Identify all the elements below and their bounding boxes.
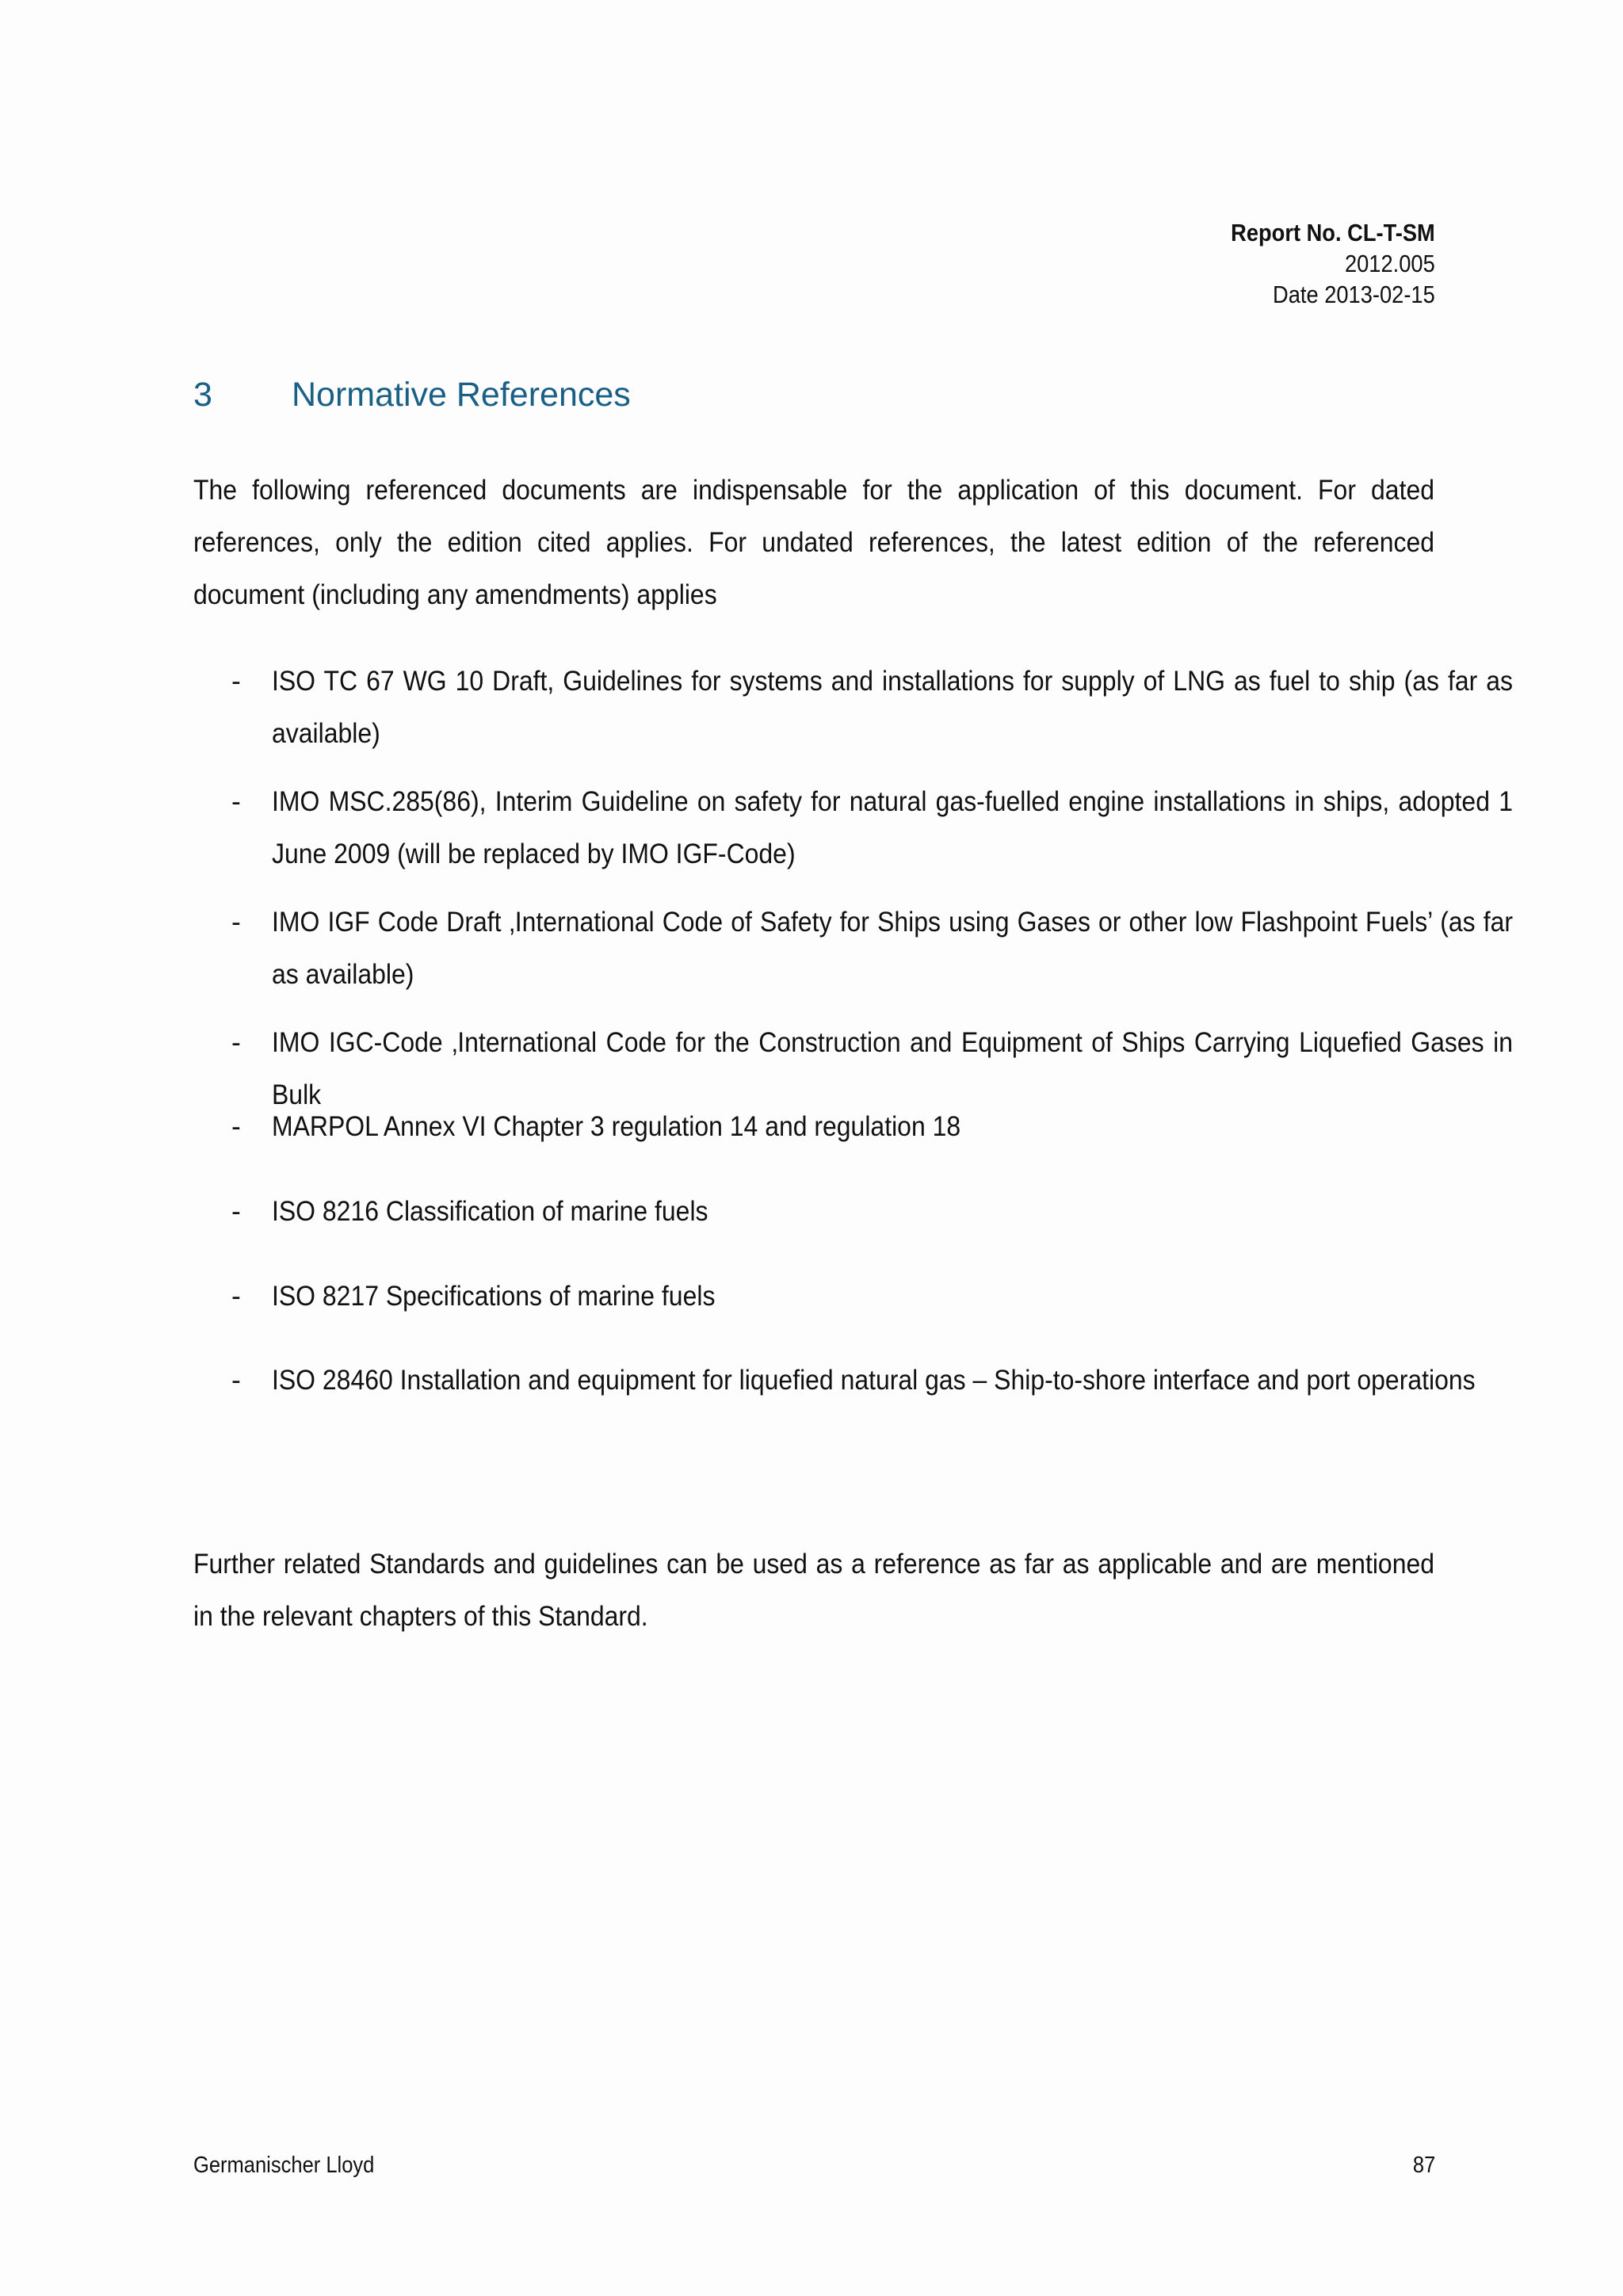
section-title: Normative References bbox=[292, 376, 631, 414]
report-number-value: 2012.005 bbox=[1345, 250, 1435, 277]
reference-text: ISO 8217 Specifications of marine fuels bbox=[272, 1280, 716, 1312]
report-number-label: Report No. CL-T-SM bbox=[1231, 219, 1435, 246]
list-dash: - bbox=[231, 906, 241, 938]
reference-text: MARPOL Annex VI Chapter 3 regulation 14 and regulation 18 bbox=[272, 1110, 961, 1142]
intro-paragraph: The following referenced documents are indispensable for the application of this document. For dated references, only the edition cited applies. For undated references, the latest edition of the referenced document (including any amendments) applies bbox=[193, 474, 1434, 610]
list-dash: - bbox=[231, 665, 241, 697]
reference-text: IMO IGC-Code ‚International Code for the Construction and Equipment of Ships Carrying Liquefied Gases in Bulk bbox=[272, 1026, 1513, 1110]
list-dash: - bbox=[231, 1026, 241, 1058]
reference-text: IMO MSC.285(86), Interim Guideline on safety for natural gas-fuelled engine installations in ships, adopted 1 June 2009 (will be replaced by IMO IGF-Code) bbox=[272, 785, 1513, 869]
closing-paragraph-container bbox=[193, 1538, 1434, 1642]
list-dash: - bbox=[231, 785, 241, 817]
reference-text: ISO 28460 Installation and equipment for liquefied natural gas – Ship-to-shore interface and port operations bbox=[272, 1364, 1476, 1396]
list-dash: - bbox=[231, 1195, 241, 1227]
intro-paragraph-container bbox=[193, 464, 1434, 621]
footer-organization: Germanischer Lloyd bbox=[193, 2153, 375, 2178]
list-dash: - bbox=[231, 1110, 241, 1142]
reference-text: IMO IGF Code Draft ‚International Code of Safety for Ships using Gases or other low Flashpoint Fuels’ (as far as available) bbox=[272, 906, 1513, 990]
reference-text: ISO 8216 Classification of marine fuels bbox=[272, 1195, 708, 1227]
section-heading bbox=[193, 376, 631, 415]
reference-text: ISO TC 67 WG 10 Draft, Guidelines for systems and installations for supply of LNG as fuel to ship (as far as available) bbox=[272, 665, 1513, 749]
report-date: Date 2013-02-15 bbox=[1273, 281, 1435, 308]
list-dash: - bbox=[231, 1280, 241, 1312]
section-number: 3 bbox=[193, 376, 212, 414]
footer-page-number: 87 bbox=[1412, 2153, 1435, 2178]
closing-paragraph: Further related Standards and guidelines can be used as a reference as far as applicable and are mentioned in the relevant chapters of this Standard. bbox=[193, 1548, 1434, 1632]
list-dash: - bbox=[231, 1364, 241, 1396]
report-header bbox=[1231, 217, 1435, 310]
